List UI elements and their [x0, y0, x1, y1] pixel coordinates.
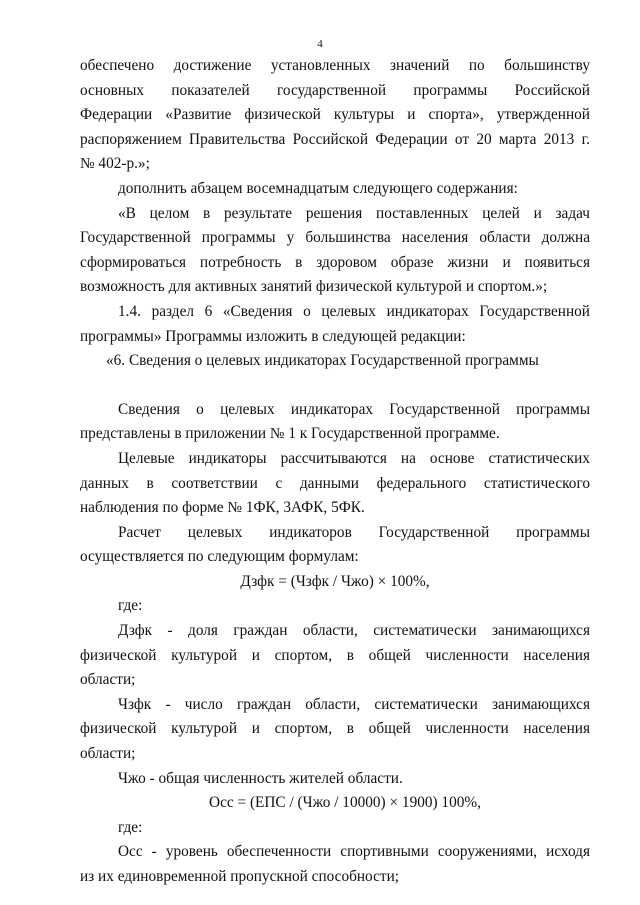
- text-line: 1.4. раздел 6 «Сведения о целевых индикаторах Государственной: [118, 302, 590, 320]
- text-line: «В целом в результате решения поставленных целей и задач: [118, 204, 590, 222]
- definition-oss: [80, 840, 590, 889]
- text-line: Чзфк - число граждан области, систематически занимающихся: [118, 695, 590, 713]
- page-number: 4: [317, 38, 323, 50]
- definition-chzfk: [80, 693, 590, 767]
- text-line: наблюдения по форме № 1ФК, 3АФК, 5ФК.: [80, 499, 365, 517]
- text-line: Осс - уровень обеспеченности спортивными сооружениями, исходя: [118, 843, 590, 861]
- text-line: из их единовременной пропускной способности;: [80, 868, 400, 885]
- paragraph-1: [80, 54, 590, 177]
- text-line: физической культурой и спортом, в общей численности населения: [80, 720, 590, 738]
- text-line: осуществляется по следующим формулам:: [80, 548, 359, 566]
- text-line: представлены в приложении № 1 к Государственной программе.: [80, 425, 500, 443]
- paragraph-4: [80, 300, 590, 349]
- section-heading: «6. Сведения о целевых индикаторах Государственной программы: [106, 352, 539, 370]
- text-line: области;: [80, 745, 136, 763]
- text-line: основных показателей государственной программы Российской: [80, 81, 590, 99]
- paragraph-7: [80, 447, 590, 521]
- text-line: обеспечено достижение установленных значений по большинству: [80, 57, 590, 74]
- text-line: Государственной программы у большинства населения области должна: [80, 229, 590, 247]
- formula-share: Дзфк = (Чзфк / Чжо) × 100%,: [240, 572, 430, 590]
- where-label: где:: [118, 818, 143, 836]
- spacer: [80, 374, 590, 398]
- document-body: [80, 54, 590, 890]
- text-line: Федерации «Развитие физической культуры и спорта», утвержденной: [80, 106, 590, 124]
- text-line: физической культурой и спортом, в общей численности населения: [80, 646, 590, 664]
- text-line: Сведения о целевых индикаторах Государственной программы: [118, 400, 590, 418]
- formula-facilities: Осс = (ЕПС / (Чжо / 10000) × 1900) 100%,: [209, 794, 481, 812]
- paragraph-6: [80, 398, 590, 447]
- paragraph-3: [80, 202, 590, 300]
- definition-chzho: Чжо - общая численность жителей области.: [118, 769, 403, 787]
- text-line: Расчет целевых индикаторов Государственной программы: [118, 523, 590, 541]
- where-label: где:: [118, 597, 143, 615]
- paragraph-8: [80, 521, 590, 570]
- text-line: программы» Программы изложить в следующей редакции:: [80, 327, 466, 345]
- text-line: Дзфк - доля граждан области, систематически занимающихся: [118, 622, 590, 640]
- text-line: сформироваться потребность в здоровом образе жизни и появиться: [80, 253, 590, 271]
- text-line: № 402-р.»;: [80, 155, 150, 173]
- text-line: данных в соответствии с данными федерального статистического: [80, 474, 590, 492]
- text-line: области;: [80, 671, 136, 689]
- text-line: распоряжением Правительства Российской Федерации от 20 марта 2013 г.: [80, 130, 590, 148]
- paragraph-2: дополнить абзацем восемнадцатым следующего содержания:: [118, 179, 518, 197]
- definition-dzfk: [80, 619, 590, 693]
- text-line: возможность для активных занятий физической культурой и спортом.»;: [80, 278, 548, 296]
- text-line: Целевые индикаторы рассчитываются на основе статистических: [118, 449, 590, 467]
